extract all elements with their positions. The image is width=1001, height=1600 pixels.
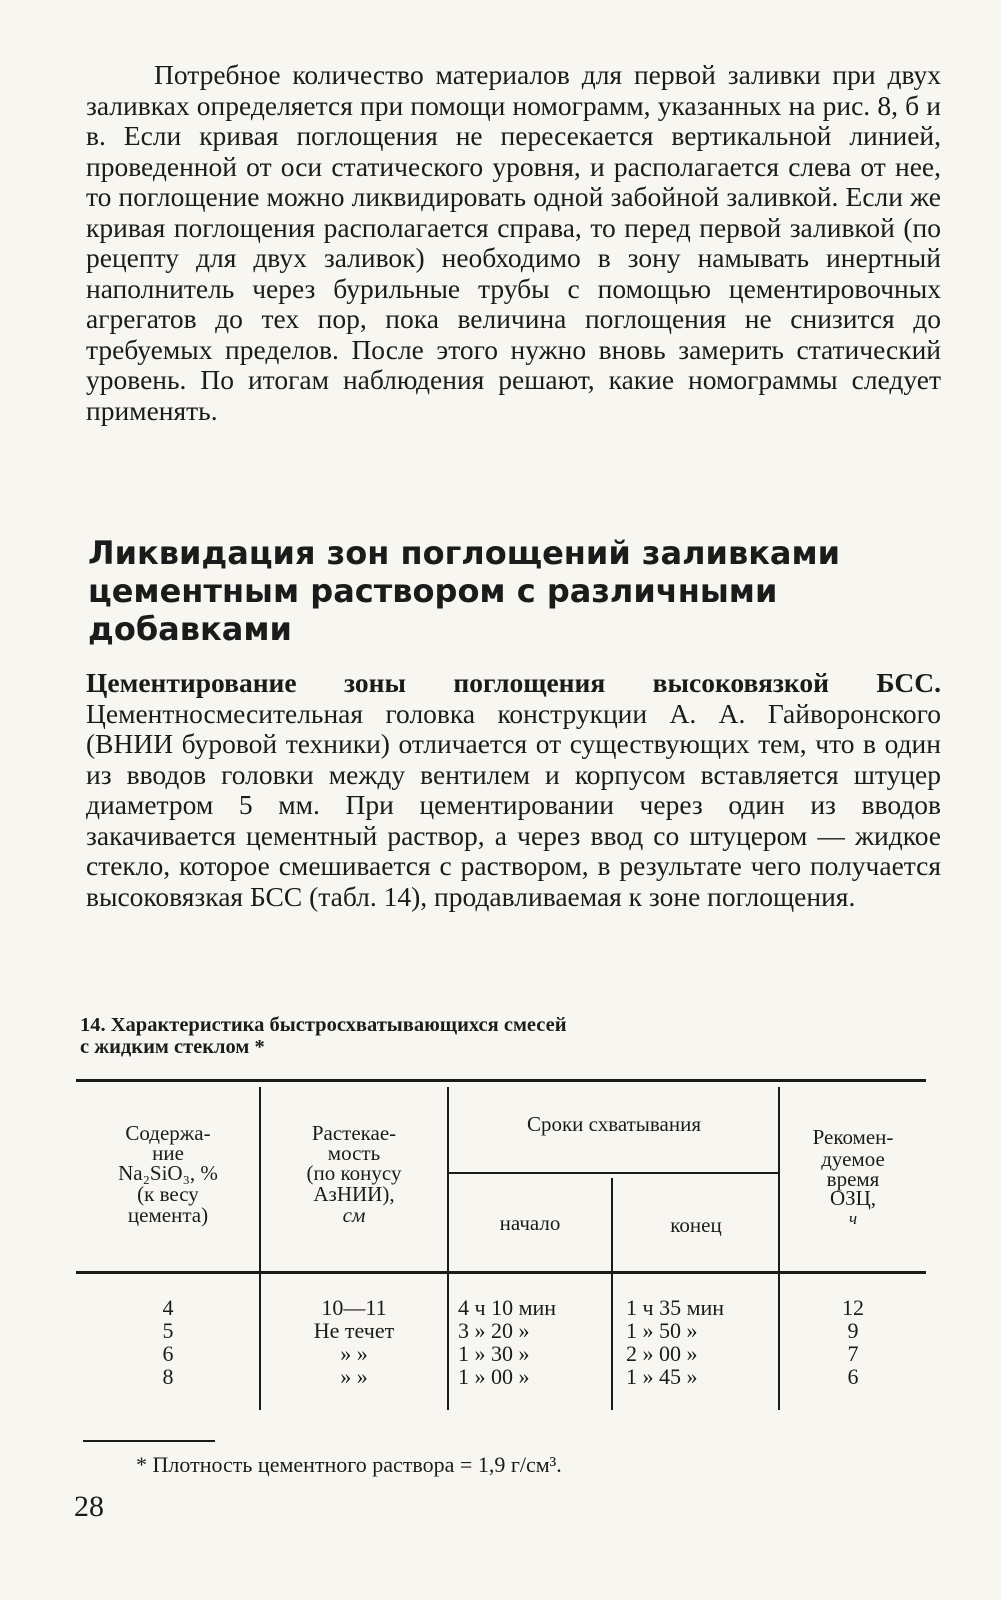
footnote: * Плотность цементного раствора = 1,9 г/см³. (136, 1452, 562, 1477)
table-cell: 1 » 00 » (458, 1364, 530, 1389)
table-caption (80, 1014, 780, 1058)
table-cell: » » (340, 1341, 368, 1366)
paragraph-cementing (86, 668, 941, 912)
paragraph-material-quantity: Потребное количество материалов для первой заливки при двух заливках определяется при помощи номограмм, указанных на рис. 8, б и в. Если кривая поглощения не пересекается вертикальной линией, проведенной от оси статического уровня, и располагается слева от нее, то поглощение можно ликвидировать одной забойной заливкой. Если же кривая поглощения располагается справа, то перед первой заливкой (по рецепту для двух заливок) необходимо в зону намывать инертный наполнитель через бурильные трубы с помощью цементировочных агрегатов до тех пор, пока величина поглощения не снизится до требуемых пределов. После этого нужно вновь замерить статический уровень. По итогам наблюдения решают, какие номограммы следует применять. (86, 59, 941, 426)
table-cell: 4 (162, 1295, 174, 1320)
paragraph-body: Цементносмесительная головка конструкции А. А. Гайворонского (ВНИИ буровой техники) отличается от существующих тем, что в один из вводов головки между вентилем и корпусом вставляется штуцер диаметром 5 мм. При цементировании через один из вводов закачивается цементный раствор, а через ввод со штуцером — жидкое стекло, которое смешивается с раствором, в результате чего получается высоковязкая БСС (табл. 14), продавливаемая к зоне поглощения. (86, 697, 941, 912)
table-cell: 1 » 30 » (458, 1341, 530, 1366)
table-cell: 8 (162, 1364, 174, 1389)
table-divider-2 (447, 1087, 449, 1410)
header-setting-time: Сроки схватывания (526, 1112, 702, 1136)
table-cell: Не течет (313, 1318, 395, 1343)
page-number: 28 (74, 1490, 104, 1523)
header-start: начало (499, 1211, 561, 1235)
table-caption-line1: 14. Характеристика быстросхватывающихся смесей (80, 1014, 567, 1036)
header-content: Содержа- ние Na₂SiO₃, % (к весу цемента) (118, 1121, 218, 1227)
column-content (80, 1296, 256, 1388)
table-cell: 7 (847, 1341, 859, 1366)
table-cell: 12 (842, 1295, 864, 1320)
table-cell: 4 ч 10 мин (458, 1295, 557, 1320)
header-spread: Растекае- мость (по конусу АзНИИ), см (306, 1121, 402, 1227)
table-cell: 1 ч 35 мин (626, 1295, 725, 1320)
table-cell: 1 » 50 » (626, 1318, 698, 1343)
table-caption-line2: с жидким стеклом * (80, 1036, 265, 1058)
table-cell: 5 (162, 1318, 174, 1343)
table-cell: 6 (847, 1364, 859, 1389)
column-spread (264, 1296, 444, 1388)
table-cell: 3 » 20 » (458, 1318, 530, 1343)
table-group-rule (448, 1172, 778, 1174)
footnote-rule (83, 1440, 215, 1442)
section-heading: Ликвидация зон поглощений заливками цементным раствором с различными добавками (88, 534, 841, 648)
header-end: конец (670, 1213, 722, 1237)
table-cell: 1 » 45 » (626, 1364, 698, 1389)
header-wait-time: Рекомен- дуемое время ОЗЦ, ч (812, 1125, 894, 1228)
table-cell: 6 (162, 1341, 174, 1366)
table-cell: 2 » 00 » (626, 1341, 698, 1366)
table-cell: 10—11 (321, 1295, 387, 1320)
table-top-rule (76, 1079, 926, 1082)
table-cell: » » (340, 1364, 368, 1389)
table-cell: 9 (847, 1318, 859, 1343)
table-header-bottom-rule (76, 1271, 926, 1274)
column-start (452, 1296, 614, 1388)
table-divider-1 (259, 1087, 261, 1410)
column-wait-time (782, 1296, 924, 1388)
column-end (616, 1296, 786, 1388)
paragraph-lead: Цементирование зоны поглощения высоковязкой БСС. (86, 667, 941, 698)
